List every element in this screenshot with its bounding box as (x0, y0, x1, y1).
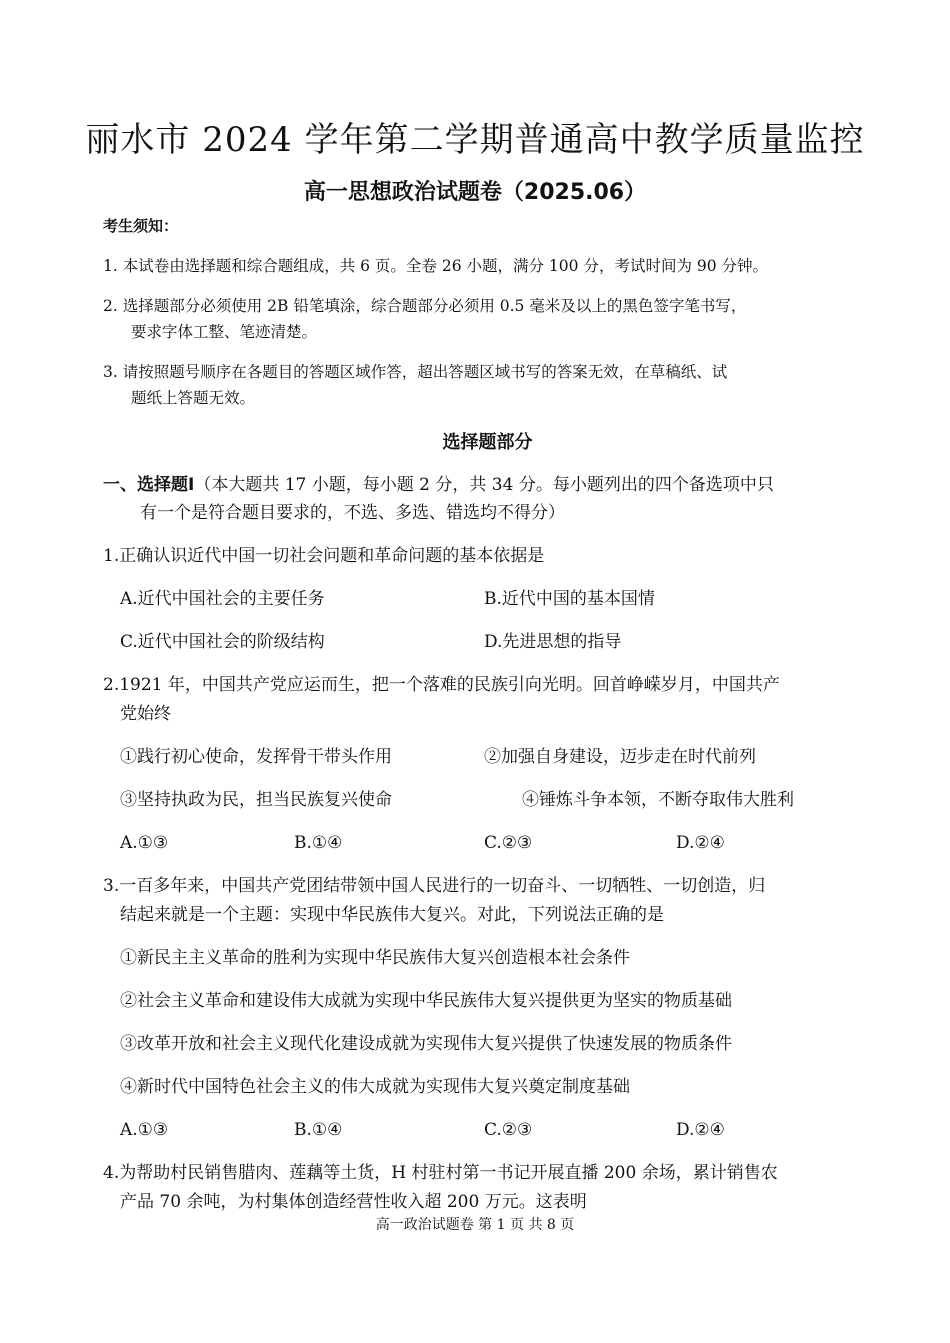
q2-statement-3: ③坚持执政为民，担当民族复兴使命 (120, 790, 392, 810)
notice-item-3-line-1: 3. 请按照题号顺序在各题目的答题区域作答，超出答题区域书写的答案无效，在草稿纸、试 (103, 363, 728, 381)
part-label: 一、选择题Ⅰ (103, 475, 195, 495)
page-title: 丽水市 2024 学年第二学期普通高中教学质量监控 (85, 120, 865, 160)
q3-option-a: A.①③ (120, 1120, 169, 1140)
q2-option-a: A.①③ (120, 833, 169, 853)
q2-option-b: B.①④ (294, 833, 343, 853)
q1-option-c: C.近代中国社会的阶级结构 (120, 632, 325, 652)
part-desc-line-2: 有一个是符合题目要求的，不选、多选、错选均不得分） (140, 503, 565, 523)
q2-option-c: C.②③ (484, 833, 533, 853)
notice-item-3-line-2: 题纸上答题无效。 (131, 389, 256, 407)
q3-statement-3: ③改革开放和社会主义现代化建设成就为实现伟大复兴提供了快速发展的物质条件 (120, 1034, 732, 1054)
q1-stem: 1.正确认识近代中国一切社会问题和革命问题的基本依据是 (103, 546, 545, 566)
q2-stem-line-1: 2.1921 年，中国共产党应运而生，把一个落难的民族引向光明。回首峥嵘岁月，中国共产 (103, 675, 780, 695)
notice-item-2-line-1: 2. 选择题部分必须使用 2B 铅笔填涂，综合题部分必须用 0.5 毫米及以上的黑色签字笔书写， (103, 297, 747, 315)
q4-stem-line-1: 4.为帮助村民销售腊肉、莲藕等土货，H 村驻村第一书记开展直播 200 余场，累计销售农 (103, 1163, 778, 1183)
q2-statement-1: ①践行初心使命，发挥骨干带头作用 (120, 747, 392, 767)
q3-statement-4: ④新时代中国特色社会主义的伟大成就为实现伟大复兴奠定制度基础 (120, 1077, 630, 1097)
section-title: 选择题部分 (442, 432, 533, 453)
notice-item-1: 1. 本试卷由选择题和综合题组成，共 6 页。全卷 26 小题，满分 100 分，考试时间为 90 分钟。 (103, 257, 769, 275)
page-subtitle: 高一思想政治试题卷（2025.06） (303, 180, 647, 205)
q1-option-d: D.先进思想的指导 (484, 632, 622, 652)
q4-stem-line-2: 产品 70 余吨，为村集体创造经营性收入超 200 万元。这表明 (120, 1192, 587, 1212)
q3-statement-1: ①新民主主义革命的胜利为实现中华民族伟大复兴创造根本社会条件 (120, 948, 630, 968)
q3-option-c: C.②③ (484, 1120, 533, 1140)
q3-option-b: B.①④ (294, 1120, 343, 1140)
page-footer: 高一政治试题卷 第 1 页 共 8 页 (375, 1217, 575, 1233)
part-desc-line-1: （本大题共 17 小题，每小题 2 分，共 34 分。每小题列出的四个备选项中只 (194, 475, 774, 495)
q1-option-b: B.近代中国的基本国情 (484, 589, 655, 609)
q2-statement-2: ②加强自身建设，迈步走在时代前列 (484, 747, 756, 767)
q3-option-d: D.②④ (676, 1120, 725, 1140)
q3-stem-line-2: 结起来就是一个主题：实现中华民族伟大复兴。对此，下列说法正确的是 (120, 905, 664, 925)
notice-item-2-line-2: 要求字体工整、笔迹清楚。 (131, 323, 318, 341)
q2-statement-4: ④锤炼斗争本领，不断夺取伟大胜利 (522, 790, 794, 810)
q3-stem-line-1: 3.一百多年来，中国共产党团结带领中国人民进行的一切奋斗、一切牺牲、一切创造，归 (103, 876, 766, 896)
q2-stem-line-2: 党始终 (120, 704, 171, 724)
q2-option-d: D.②④ (676, 833, 725, 853)
q1-option-a: A.近代中国社会的主要任务 (120, 589, 325, 609)
q3-statement-2: ②社会主义革命和建设伟大成就为实现中华民族伟大复兴提供更为坚实的物质基础 (120, 991, 732, 1011)
notice-heading: 考生须知： (103, 217, 179, 235)
